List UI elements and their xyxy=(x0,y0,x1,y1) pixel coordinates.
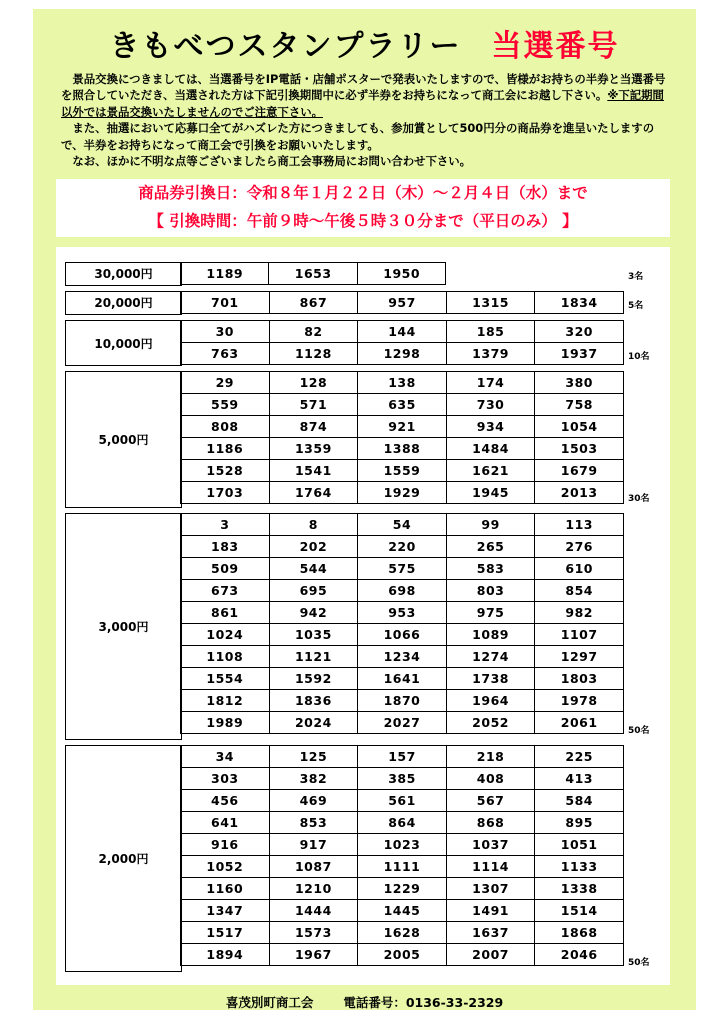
winning-number: 584 xyxy=(535,790,624,812)
winning-number: 1111 xyxy=(358,856,447,878)
page-frame xyxy=(33,9,696,1010)
winning-number: 1210 xyxy=(269,878,358,900)
winning-number: 34 xyxy=(181,746,270,768)
winning-number: 635 xyxy=(358,394,447,416)
table-row xyxy=(181,514,624,536)
notice-paragraph-3: なお、ほかに不明な点等ございましたら商工会事務局にお問い合わせ下さい。 xyxy=(72,154,472,169)
winning-number: 1037 xyxy=(446,834,535,856)
table-row xyxy=(181,856,624,878)
table-row xyxy=(181,922,624,944)
winning-number: 1359 xyxy=(269,438,358,460)
table-row xyxy=(181,690,624,712)
winning-number: 2013 xyxy=(535,482,624,504)
notice-caution: ※下記期間以外では景品交換いたしませんのでご注意下さい。 xyxy=(61,88,664,119)
table-row xyxy=(181,790,624,812)
winning-number: 1338 xyxy=(535,878,624,900)
winning-number: 1186 xyxy=(181,438,270,460)
notice-text xyxy=(61,71,673,169)
winning-number: 673 xyxy=(181,580,270,602)
winning-number: 2007 xyxy=(446,944,535,966)
winning-number: 559 xyxy=(181,394,270,416)
page-title xyxy=(33,21,696,65)
winning-number: 3 xyxy=(181,514,270,536)
winning-number: 265 xyxy=(446,536,535,558)
winning-number: 1089 xyxy=(446,624,535,646)
winning-number: 144 xyxy=(358,321,447,343)
table-row xyxy=(181,460,624,482)
winning-number: 1653 xyxy=(269,263,357,285)
winning-number: 1836 xyxy=(269,690,358,712)
winning-number: 1514 xyxy=(535,900,624,922)
winning-number: 82 xyxy=(269,321,358,343)
exchange-dates: 商品券引換日：令和８年１月２２日（木）～２月４日（水）まで xyxy=(138,184,588,202)
winning-number: 1964 xyxy=(446,690,535,712)
table-row xyxy=(181,394,624,416)
winning-number: 921 xyxy=(358,416,447,438)
winner-count: 5名 xyxy=(628,300,644,311)
winning-number: 320 xyxy=(535,321,624,343)
winning-number: 1554 xyxy=(181,668,270,690)
winning-number: 953 xyxy=(358,602,447,624)
winning-number: 1160 xyxy=(181,878,270,900)
winning-number: 2024 xyxy=(269,712,358,734)
winning-number: 861 xyxy=(181,602,270,624)
winning-number: 1937 xyxy=(535,343,624,365)
winning-number: 1628 xyxy=(358,922,447,944)
winning-number: 1541 xyxy=(269,460,358,482)
winning-number: 202 xyxy=(269,536,358,558)
winning-number: 1229 xyxy=(358,878,447,900)
winning-number: 763 xyxy=(181,343,270,365)
winning-number: 1108 xyxy=(181,646,270,668)
winning-number: 864 xyxy=(358,812,447,834)
winning-number: 1870 xyxy=(358,690,447,712)
winning-number: 509 xyxy=(181,558,270,580)
table-row xyxy=(181,812,624,834)
table-row xyxy=(181,536,624,558)
winning-number: 1637 xyxy=(446,922,535,944)
winning-number: 385 xyxy=(358,768,447,790)
winner-count: 50名 xyxy=(628,958,650,968)
winning-number: 29 xyxy=(181,372,270,394)
notice-paragraph-2: また、抽選において応募口全てがハズレた方につきましても、参加賞として500円分の商品券を進呈いたしますので、半券をお持ちになって商工会で引換をお願いいたします。 xyxy=(61,121,655,152)
winning-number: 2005 xyxy=(358,944,447,966)
winning-number: 942 xyxy=(269,602,358,624)
winning-number: 1298 xyxy=(358,343,447,365)
prize-amount: 3,000円 xyxy=(65,513,182,740)
winning-number: 868 xyxy=(446,812,535,834)
winning-number: 808 xyxy=(181,416,270,438)
table-row xyxy=(181,768,624,790)
winning-number: 1444 xyxy=(269,900,358,922)
winning-number: 1641 xyxy=(358,668,447,690)
winning-number: 138 xyxy=(358,372,447,394)
winning-number: 917 xyxy=(269,834,358,856)
prize-amount: 30,000円 xyxy=(65,262,182,286)
winning-number: 1679 xyxy=(535,460,624,482)
table-row xyxy=(181,482,624,504)
prize-amount: 5,000円 xyxy=(65,371,182,508)
table-row xyxy=(181,834,624,856)
winning-number: 758 xyxy=(535,394,624,416)
winning-number: 853 xyxy=(269,812,358,834)
winning-number: 544 xyxy=(269,558,358,580)
winning-number: 1803 xyxy=(535,668,624,690)
prize-tier xyxy=(56,262,670,285)
winning-number: 1967 xyxy=(269,944,358,966)
winning-number: 1051 xyxy=(535,834,624,856)
winning-number: 1274 xyxy=(446,646,535,668)
winning-number: 561 xyxy=(358,790,447,812)
winning-number: 1035 xyxy=(269,624,358,646)
table-row xyxy=(181,372,624,394)
prize-tier xyxy=(56,371,670,507)
table-row xyxy=(181,321,624,343)
winning-number: 874 xyxy=(269,416,358,438)
winning-number: 610 xyxy=(535,558,624,580)
winning-number: 1703 xyxy=(181,482,270,504)
winning-number: 1978 xyxy=(535,690,624,712)
winning-number: 456 xyxy=(181,790,270,812)
winning-number: 1379 xyxy=(446,343,535,365)
winning-number: 975 xyxy=(446,602,535,624)
notice-para1-text: 景品交換につきましては、当選番号をIP電話・店舗ポスターで発表いたしますので、皆様がお持ちの半券と当選番号を照合していただき、当選された方は下記引換期間中に必ず半券をお持ちになって商工会にお越し下さい。 xyxy=(61,72,666,103)
winning-number: 1128 xyxy=(269,343,358,365)
table-row xyxy=(181,712,624,734)
exchange-hours: 【 引換時間：午前９時～午後５時３０分まで（平日のみ） 】 xyxy=(148,212,578,230)
winning-number: 1307 xyxy=(446,878,535,900)
prize-amount: 10,000円 xyxy=(65,320,182,366)
title-highlight: 当選番号 xyxy=(491,29,620,64)
table-row xyxy=(181,292,624,314)
winning-number: 1868 xyxy=(535,922,624,944)
winning-number: 2052 xyxy=(446,712,535,734)
winning-number: 413 xyxy=(535,768,624,790)
winning-number: 380 xyxy=(535,372,624,394)
table-row xyxy=(181,746,624,768)
winning-number: 125 xyxy=(269,746,358,768)
winning-number: 895 xyxy=(535,812,624,834)
footer-organization: 喜茂別町商工会 xyxy=(225,995,314,1010)
winning-number: 1834 xyxy=(535,292,624,314)
winning-number: 567 xyxy=(446,790,535,812)
table-row xyxy=(181,438,624,460)
winning-number: 54 xyxy=(358,514,447,536)
winning-number: 2027 xyxy=(358,712,447,734)
winning-number: 957 xyxy=(358,292,447,314)
winning-number: 8 xyxy=(269,514,358,536)
winning-number: 1517 xyxy=(181,922,270,944)
winning-number: 1528 xyxy=(181,460,270,482)
winning-number: 2046 xyxy=(535,944,624,966)
winning-number: 916 xyxy=(181,834,270,856)
winning-number: 1894 xyxy=(181,944,270,966)
winning-number: 1315 xyxy=(446,292,535,314)
winning-number: 1621 xyxy=(446,460,535,482)
winning-number: 185 xyxy=(446,321,535,343)
winning-number: 575 xyxy=(358,558,447,580)
prize-tier xyxy=(56,320,670,365)
winning-number: 1484 xyxy=(446,438,535,460)
winning-number: 934 xyxy=(446,416,535,438)
winning-number: 183 xyxy=(181,536,270,558)
winning-number: 1573 xyxy=(269,922,358,944)
winning-number: 99 xyxy=(446,514,535,536)
winning-number: 854 xyxy=(535,580,624,602)
winning-number: 408 xyxy=(446,768,535,790)
winning-number: 1945 xyxy=(446,482,535,504)
prize-amount: 2,000円 xyxy=(65,745,182,972)
winning-numbers-table xyxy=(180,371,624,504)
winning-number: 1052 xyxy=(181,856,270,878)
winning-number: 1347 xyxy=(181,900,270,922)
title-main: きもべつスタンプラリー xyxy=(109,29,462,64)
winning-number: 571 xyxy=(269,394,358,416)
winning-number: 1989 xyxy=(181,712,270,734)
winning-number: 1388 xyxy=(358,438,447,460)
table-row xyxy=(181,580,624,602)
winning-number: 2061 xyxy=(535,712,624,734)
winning-number: 1445 xyxy=(358,900,447,922)
winning-number: 803 xyxy=(446,580,535,602)
prize-tier xyxy=(56,291,670,314)
exchange-period-box xyxy=(56,179,670,237)
winning-number: 695 xyxy=(269,580,358,602)
winner-count: 10名 xyxy=(628,352,650,363)
winning-number: 1491 xyxy=(446,900,535,922)
winning-numbers-table xyxy=(180,745,624,966)
winning-number: 1950 xyxy=(357,263,445,285)
winning-number: 220 xyxy=(358,536,447,558)
table-row xyxy=(181,602,624,624)
winning-number: 867 xyxy=(269,292,358,314)
winning-number: 30 xyxy=(181,321,270,343)
winning-numbers-table xyxy=(180,320,624,365)
winning-number: 1738 xyxy=(446,668,535,690)
winning-number: 730 xyxy=(446,394,535,416)
winning-numbers-table xyxy=(180,291,624,314)
winning-number: 174 xyxy=(446,372,535,394)
winning-number: 1592 xyxy=(269,668,358,690)
table-row xyxy=(181,668,624,690)
winning-number: 698 xyxy=(358,580,447,602)
winner-count: 50名 xyxy=(628,726,650,736)
winning-number: 1929 xyxy=(358,482,447,504)
winning-numbers-table xyxy=(180,262,446,285)
winning-number: 1024 xyxy=(181,624,270,646)
winner-count: 3名 xyxy=(628,271,644,282)
winning-numbers-panel xyxy=(56,247,670,985)
winning-number: 1297 xyxy=(535,646,624,668)
winning-number: 1107 xyxy=(535,624,624,646)
winning-number: 1087 xyxy=(269,856,358,878)
winning-number: 113 xyxy=(535,514,624,536)
prize-tier xyxy=(56,745,670,971)
table-row xyxy=(181,343,624,365)
footer-phone: 電話番号：0136-33-2329 xyxy=(343,995,504,1010)
footer xyxy=(33,993,696,1011)
winning-number: 469 xyxy=(269,790,358,812)
winner-count: 30名 xyxy=(628,493,650,504)
winning-number: 1764 xyxy=(269,482,358,504)
winning-number: 1121 xyxy=(269,646,358,668)
winning-number: 982 xyxy=(535,602,624,624)
winning-number: 641 xyxy=(181,812,270,834)
winning-number: 1812 xyxy=(181,690,270,712)
winning-number: 382 xyxy=(269,768,358,790)
winning-number: 1234 xyxy=(358,646,447,668)
winning-number: 1503 xyxy=(535,438,624,460)
table-row xyxy=(181,944,624,966)
notice-paragraph-1 xyxy=(61,71,673,120)
table-row xyxy=(181,624,624,646)
winning-number: 1559 xyxy=(358,460,447,482)
table-row xyxy=(181,263,446,285)
winning-number: 1189 xyxy=(181,263,269,285)
winning-number: 303 xyxy=(181,768,270,790)
winning-number: 1133 xyxy=(535,856,624,878)
table-row xyxy=(181,416,624,438)
winning-numbers-table xyxy=(180,513,624,734)
prize-tier xyxy=(56,513,670,739)
winning-number: 218 xyxy=(446,746,535,768)
winning-number: 225 xyxy=(535,746,624,768)
winning-number: 583 xyxy=(446,558,535,580)
winning-number: 157 xyxy=(358,746,447,768)
table-row xyxy=(181,900,624,922)
table-row xyxy=(181,558,624,580)
table-row xyxy=(181,878,624,900)
winning-number: 1054 xyxy=(535,416,624,438)
winning-number: 1114 xyxy=(446,856,535,878)
winning-number: 276 xyxy=(535,536,624,558)
winning-number: 1066 xyxy=(358,624,447,646)
winning-number: 701 xyxy=(181,292,270,314)
winning-number: 128 xyxy=(269,372,358,394)
winning-number: 1023 xyxy=(358,834,447,856)
table-row xyxy=(181,646,624,668)
prize-amount: 20,000円 xyxy=(65,291,182,315)
